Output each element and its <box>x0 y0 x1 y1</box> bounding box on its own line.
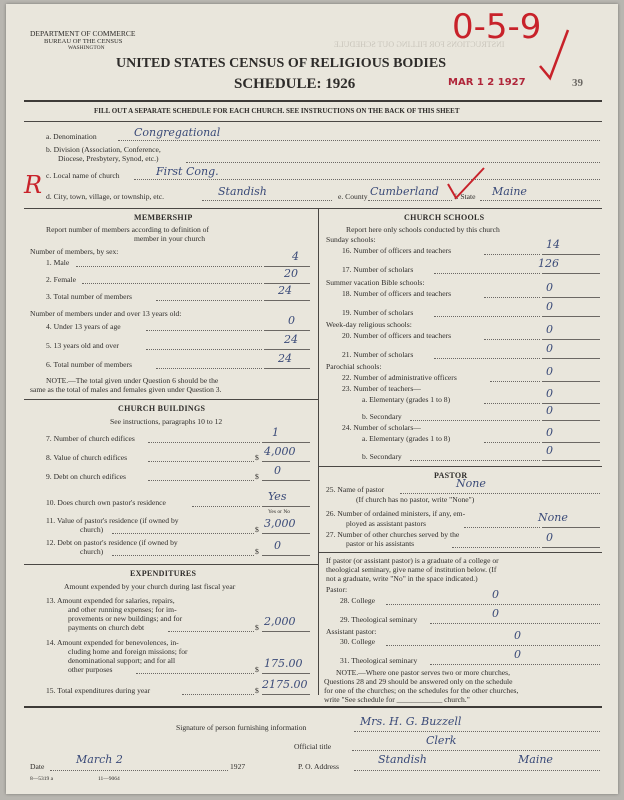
q10-value: Yes <box>268 490 287 503</box>
q24b-label: b. Secondary <box>362 452 402 461</box>
local-name-label: c. Local name of church <box>46 171 120 180</box>
signature-label: Signature of person furnishing information <box>176 723 307 732</box>
state-value: Maine <box>492 185 527 198</box>
q13-value: 2,000 <box>264 615 296 628</box>
state-label: f. State <box>454 192 476 201</box>
expenditures-sub: Amount expended by your church during last fiscal year <box>64 582 236 591</box>
city-name: WASHINGTON <box>68 45 105 51</box>
q20-value: 0 <box>546 323 553 336</box>
q23a-label: a. Elementary (grades 1 to 8) <box>362 395 451 404</box>
q22-value: 0 <box>546 365 553 378</box>
q6-value: 24 <box>278 352 292 365</box>
parochial-label: Parochial schools: <box>326 362 382 371</box>
dept-name: DEPARTMENT OF COMMERCE <box>30 29 136 38</box>
bleed-through-text: INSTRUCTIONS FOR FILLING OUT SCHEDULE <box>334 40 505 49</box>
pastor-note-3: for one of the churches; on the schedules for the other churches, <box>324 686 519 695</box>
q17-value: 126 <box>538 257 559 270</box>
q1-label: 1. Male <box>46 258 70 267</box>
q9-label: 9. Debt on church edifices <box>46 472 126 481</box>
q29-label: 29. Theological seminary <box>340 615 418 624</box>
q6-label: 6. Total number of members <box>46 360 133 369</box>
q25-label: 25. Name of pastor <box>326 485 385 494</box>
graduate-note-3: not a graduate, write "No" in the space indicated.) <box>326 574 478 583</box>
sunday-label: Sunday schools: <box>326 235 376 244</box>
buildings-heading: CHURCH BUILDINGS <box>118 404 206 413</box>
q15-label: 15. Total expenditures during year <box>46 686 151 695</box>
q23b-value: 0 <box>546 404 553 417</box>
q25-note: (If church has no pastor, write "None") <box>356 495 475 504</box>
q13-label: 13. Amount expended for salaries, repairs, <box>46 596 175 605</box>
q9-value: 0 <box>274 464 281 477</box>
expenditures-heading: EXPENDITURES <box>130 569 197 578</box>
q28-label: 28. College <box>340 596 376 605</box>
q2-label: 2. Female <box>46 275 76 284</box>
q23b-label: b. Secondary <box>362 412 402 421</box>
q24a-label: a. Elementary (grades 1 to 8) <box>362 434 451 443</box>
q14-label-4: other purposes <box>68 665 113 674</box>
q26-label-2: ployed as assistant pastors <box>346 519 426 528</box>
q18-label: 18. Number of officers and teachers <box>342 289 452 298</box>
print-number: 11—9064 <box>98 776 120 782</box>
handwritten-code: 0-5-9 <box>452 7 542 47</box>
q2-value: 20 <box>284 267 298 280</box>
city-label: d. City, town, village, or township, etc. <box>46 192 165 201</box>
q30-label: 30. College <box>340 637 376 646</box>
red-tick-icon <box>446 166 486 202</box>
q31-value: 0 <box>514 648 521 661</box>
division-label-2: Diocese, Presbytery, Synod, etc.) <box>58 154 159 163</box>
q20-label: 20. Number of officers and teachers <box>342 331 452 340</box>
received-stamp: MAR 1 2 1927 <box>448 77 526 88</box>
instruction-line: FILL OUT A SEPARATE SCHEDULE FOR EACH CHURCH. SEE INSTRUCTIONS ON THE BACK OF THIS SHEET <box>94 107 460 115</box>
q1-value: 4 <box>292 250 299 263</box>
q26-label: 26. Number of ordained ministers, if any, em- <box>326 509 466 518</box>
bureau-name: BUREAU OF THE CENSUS <box>44 38 123 45</box>
graduate-note: If pastor (or assistant pastor) is a graduate of a college or <box>326 556 499 565</box>
q24b-value: 0 <box>546 444 553 457</box>
county-label: e. County <box>338 192 368 201</box>
membership-note: NOTE.—The total given under Question 6 should be the <box>46 376 219 385</box>
page-number: 39 <box>572 77 583 89</box>
q26-value: None <box>538 511 568 524</box>
q8-label: 8. Value of church edifices <box>46 453 128 462</box>
q21-label: 21. Number of scholars <box>342 350 414 359</box>
address-value: Standish <box>378 753 427 766</box>
schools-sub: Report here only schools conducted by this church <box>346 225 500 234</box>
q4-label: 4. Under 13 years of age <box>46 322 121 331</box>
q15-value: 2175.00 <box>262 678 308 691</box>
q27-label-2: pastor or his assistants <box>346 539 415 548</box>
q7-value: 1 <box>272 426 279 439</box>
q25-value: None <box>456 477 486 490</box>
q11-value: 3,000 <box>264 517 296 530</box>
pastor-sub-label: Pastor: <box>326 585 348 594</box>
q23a-value: 0 <box>546 387 553 400</box>
q10-label: 10. Does church own pastor's residence <box>46 498 166 507</box>
q19-label: 19. Number of scholars <box>342 308 414 317</box>
q5-label: 5. 13 years old and over <box>46 341 119 350</box>
by-sex-label: Number of members, by sex: <box>30 247 119 256</box>
q19-value: 0 <box>546 300 553 313</box>
q29-value: 0 <box>492 607 499 620</box>
pastor-note-4: write "See schedule for ____________ church." <box>324 695 470 704</box>
q30-value: 0 <box>514 629 521 642</box>
margin-mark: R <box>24 171 43 199</box>
year-value: 1927 <box>230 762 246 771</box>
pastor-note: NOTE.—Where one pastor serves two or more churches, <box>336 668 510 677</box>
schedule-title: SCHEDULE: 1926 <box>234 76 356 92</box>
graduate-note-2: theological seminary, give name of institution below. (If <box>326 565 497 574</box>
q18-value: 0 <box>546 281 553 294</box>
official-title-label: Official title <box>294 742 332 751</box>
assistant-sub-label: Assistant pastor: <box>326 627 377 636</box>
q27-label: 27. Number of other churches served by the <box>326 530 460 539</box>
census-schedule-page: INSTRUCTIONS FOR FILLING OUT SCHEDULE DEPARTMENT OF COMMERCE BUREAU OF THE CENSUS WASHINGTON UNITED STATES CENSUS OF RELIGIOUS BODIES SCHEDULE: 1926 MAR 1 2 1927 0-5-9 39 FILL OUT A SEPARATE SCHEDULE FOR EACH CHURCH. SEE INSTRUCTIONS ON THE BACK OF THIS SHEET a. Denomination Congregational b. Division (Association, Conference, Diocese, Presbytery, Synod, etc.) c. Local name of church First Cong. d. City, town, village, or township, etc. Standish e. County Cumberland f. State Maine R MEMBERSHIP Report number of members according to definition of member in your church Number of members, by sex: 1. Male 4 2. Female 20 3. Total number of members 24 Number of members under and over 13 years old: 4. Under 13 years of age 0 5. 13 years old and over 24 6. Total number of members 24 NOTE.—The total given under Question 6 should be the same as the total of males and females given under Question 3. CHURCH BUILDINGS See instructions, paragraphs 10 to 12 7. Number of church edifices 1 8. Value of church edifices $ 4,000 9. Debt on church edifices $ 0 10. Does church own pastor's residence Yes Yes or No 11. Value of pastor's residence (if owned by church) $ 3,000 12. Debt on pastor's residence (if owned by church) $ 0 EXPENDITURES Amount expended by your church during last fiscal year 13. Amount expended for salaries, repairs, and other running expenses; for im- provements or new buildings; and for payments on church debt $ 2,000 14. Amount expended for benevolences, in- cluding home and foreign missions; for denominational support; and for all other purposes $ 175.00 15. Total expenditures during year $ 2175.00 CHURCH SCHOOLS Report here only schools conducted by this church Sunday schools: 16. Number of officers and teachers 14 17. Number of scholars 126 Summer vacation Bible schools: 18. Number of officers and teachers 0 19. Number of scholars 0 Week-day religious schools: 20. Number of officers and teachers 0 21. Number of scholars 0 Parochial schools: 22. Number of administrative officers 0 23. Number of teachers— a. Elementary (grades 1 to 8) 0 b. Secondary 0 24. Number of scholars— a. Elementary (grades 1 to 8) 0 b. Secondary 0 PASTOR 25. Name of pastor None (If church has no pastor, write "None") 26. Number of ordained ministers, if any, em- ployed as assistant pastors None 27. Number of other churches served by the pastor or his assistants 0 If pastor (or assistant pastor) is a graduate of a college or theological seminary, give name of institution below. (If not a graduate, write "No" in the space indicated.) Pastor: 28. College 0 29. Theological seminary 0 Assistant pastor: 30. College 0 31. Theological seminary 0 NOTE.—Where one pastor serves two or more churches, Questions 28 and 29 should be answered only on the schedule for one of the churches; on the schedules for the other churches, write "See schedule for ____________ church." Signature of person furnishing information Mrs. H. G. Buzzell Official title Clerk Date March 2 1927 P. O. Address Standish Maine 8—5319 a 11—9064 <box>6 4 618 794</box>
weekday-label: Week-day religious schools: <box>326 320 412 329</box>
q12-label-2: church) <box>80 547 104 556</box>
q11-label: 11. Value of pastor's residence (if owned by <box>46 516 179 525</box>
q27-value: 0 <box>546 531 553 544</box>
membership-heading: MEMBERSHIP <box>134 213 193 222</box>
membership-note-2: same as the total of males and females given under Question 3. <box>30 385 222 394</box>
membership-intro-2: member in your church <box>134 234 206 243</box>
q14-label: 14. Amount expended for benevolences, in- <box>46 638 179 647</box>
q7-label: 7. Number of church edifices <box>46 434 135 443</box>
q13-label-4: payments on church debt <box>68 623 145 632</box>
date-label: Date <box>30 762 45 771</box>
denomination-value: Congregational <box>134 126 221 139</box>
q22-label: 22. Number of administrative officers <box>342 373 457 382</box>
q12-label: 12. Debt on pastor's residence (if owned by <box>46 538 178 547</box>
q14-label-3: denominational support; and for all <box>68 656 176 665</box>
signature-value: Mrs. H. G. Buzzell <box>360 715 462 728</box>
q11-label-2: church) <box>80 525 104 534</box>
official-title-value: Clerk <box>426 734 457 747</box>
q8-value: 4,000 <box>264 445 296 458</box>
q13-label-3: provements or new buildings; and for <box>68 614 183 623</box>
pastor-heading: PASTOR <box>434 471 468 480</box>
q12-value: 0 <box>274 539 281 552</box>
q14-value: 175.00 <box>264 657 303 670</box>
q3-label: 3. Total number of members <box>46 292 133 301</box>
date-value: March 2 <box>76 753 123 766</box>
q21-value: 0 <box>546 342 553 355</box>
q16-value: 14 <box>546 238 560 251</box>
division-label: b. Division (Association, Conference, <box>46 145 161 154</box>
q14-label-2: cluding home and foreign missions; for <box>68 647 188 656</box>
q24-label: 24. Number of scholars— <box>342 423 421 432</box>
form-number: 8—5319 a <box>30 776 54 782</box>
q28-value: 0 <box>492 588 499 601</box>
schools-heading: CHURCH SCHOOLS <box>404 213 485 222</box>
membership-intro: Report number of members according to definition of <box>46 225 210 234</box>
buildings-sub: See instructions, paragraphs 10 to 12 <box>110 417 223 426</box>
address-label: P. O. Address <box>298 762 339 771</box>
red-check-icon <box>536 26 572 82</box>
q13-label-2: and other running expenses; for im- <box>68 605 177 614</box>
local-name-value: First Cong. <box>156 165 219 178</box>
summer-label: Summer vacation Bible schools: <box>326 278 425 287</box>
q31-label: 31. Theological seminary <box>340 656 418 665</box>
yes-no-hint: Yes or No <box>268 509 291 515</box>
q23-label: 23. Number of teachers— <box>342 384 421 393</box>
q17-label: 17. Number of scholars <box>342 265 414 274</box>
q4-value: 0 <box>288 314 295 327</box>
county-value: Cumberland <box>370 185 439 198</box>
denomination-label: a. Denomination <box>46 132 97 141</box>
q16-label: 16. Number of officers and teachers <box>342 246 452 255</box>
q3-value: 24 <box>278 284 292 297</box>
q24a-value: 0 <box>546 426 553 439</box>
pastor-note-2: Questions 28 and 29 should be answered only on the schedule <box>324 677 513 686</box>
form-title: UNITED STATES CENSUS OF RELIGIOUS BODIES <box>116 56 447 71</box>
age-label: Number of members under and over 13 years old: <box>30 309 182 318</box>
city-value: Standish <box>218 185 267 198</box>
q5-value: 24 <box>284 333 298 346</box>
address-state: Maine <box>518 753 553 766</box>
